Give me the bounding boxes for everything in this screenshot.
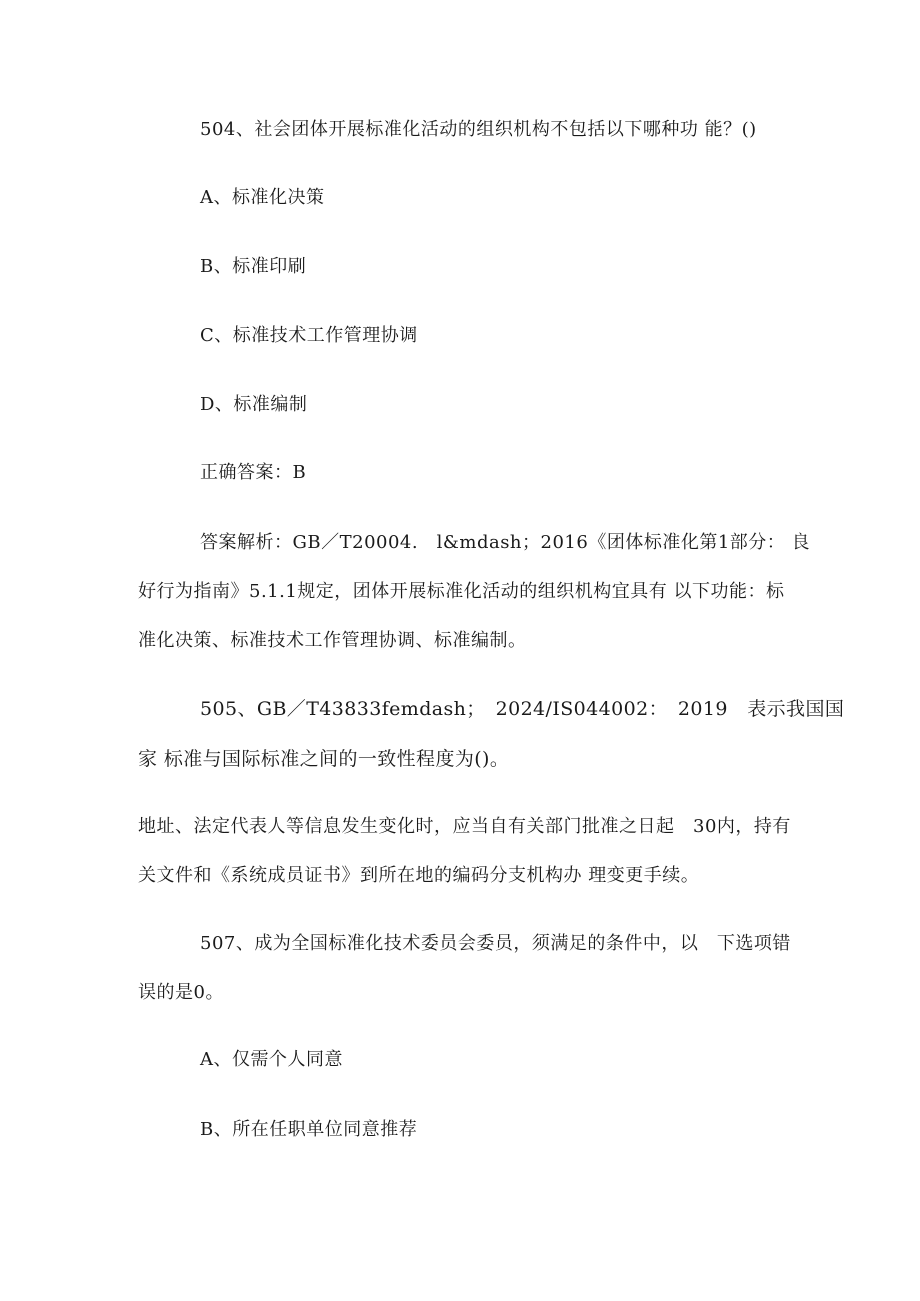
question-505-line-1: 505、GB／T43833femdash； 2024/IS044002： 2019 表示我国国 (200, 698, 845, 720)
q504-option-a: A、标准化决策 (200, 187, 325, 208)
question-504: 504、社会团体开展标准化活动的组织机构不包括以下哪种功 能？() (200, 119, 757, 140)
q504-option-b: B、标准印刷 (200, 256, 307, 277)
question-505-line-2: 家 标准与国际标准之间的一致性程度为()。 (138, 748, 510, 770)
q504-option-d: D、标准编制 (200, 394, 308, 415)
q507-option-b: B、所在任职单位同意推荐 (200, 1119, 418, 1140)
fragment-line-1: 地址、法定代表人等信息发生变化时，应当自有关部门批准之日起 30内，持有 (138, 816, 791, 837)
question-507-line-1: 507、成为全国标准化技术委员会委员，须满足的条件中，以 下选项错 (200, 933, 791, 954)
fragment-line-2: 关文件和《系统成员证书》到所在地的编码分支机构办 理变更手续。 (138, 865, 700, 886)
q504-analysis-line-3: 准化决策、标准技术工作管理协调、标准编制。 (138, 630, 527, 651)
q504-analysis-line-2: 好行为指南》5.1.1规定，团体开展标准化活动的组织机构宜具有 以下功能：标 (138, 581, 785, 602)
q504-analysis-line-1: 答案解析：GB／T20004. l&mdash；2016《团体标准化第1部分： 良 (200, 532, 811, 553)
q507-option-a: A、仅需个人同意 (200, 1049, 343, 1070)
q504-option-c: C、标准技术工作管理协调 (200, 325, 418, 346)
q504-correct-answer: 正确答案：B (200, 462, 307, 483)
question-507-line-2: 误的是0。 (138, 982, 224, 1003)
